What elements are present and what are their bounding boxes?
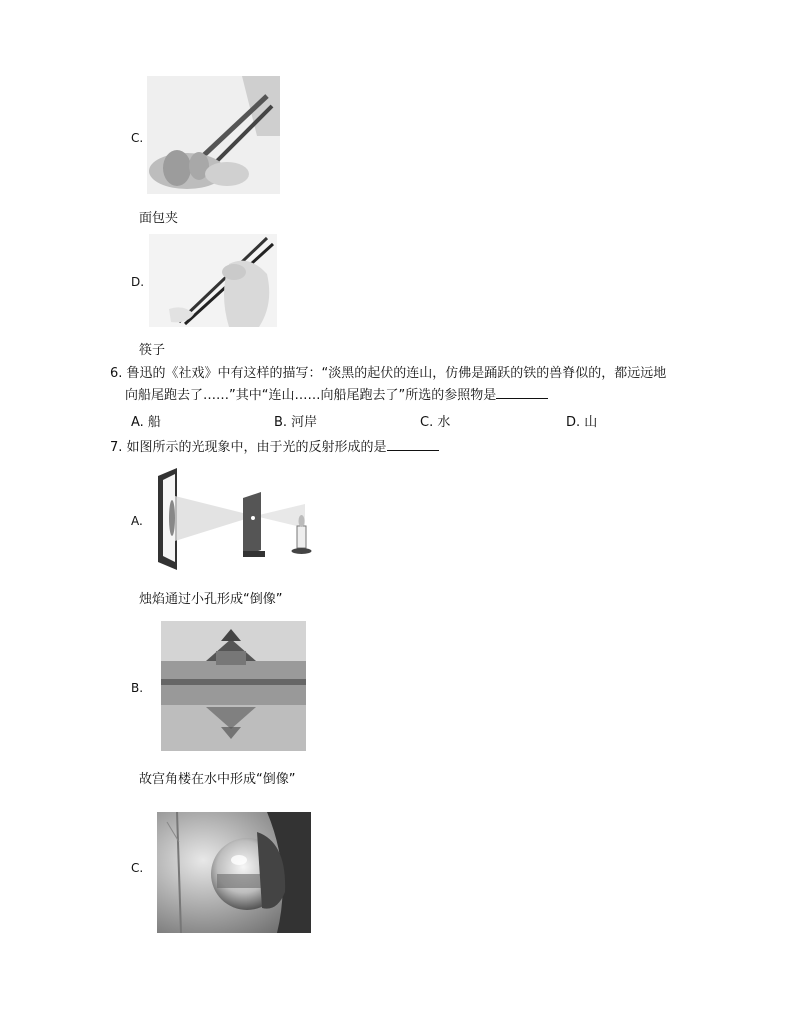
pinhole-image (155, 466, 320, 571)
option-d-label: D. (131, 275, 145, 289)
option-b-label: B. (131, 681, 144, 695)
option-c-label: C. (131, 131, 144, 145)
question-7-stem-text: 7. 如图所示的光现象中，由于光的反射形成的是 (110, 440, 387, 455)
question-6-line-2 (125, 385, 548, 407)
bread-tongs-icon (147, 76, 280, 194)
option-b-caption: 故宫角楼在水中形成“倒像” (139, 772, 296, 787)
option-d-caption: 筷子 (139, 343, 166, 358)
question-6-line-1: 6. 鲁迅的《社戏》中有这样的描写：“淡黑的起伏的连山，仿佛是踊跃的铁的兽脊似的，都远远地 (110, 366, 667, 381)
question-7-stem (110, 437, 439, 459)
crystal-ball-image (157, 812, 311, 933)
palace-image (161, 621, 306, 751)
q6-choice-c[interactable]: C. 水 (420, 415, 451, 430)
q6-choice-a[interactable]: A. 船 (131, 415, 161, 430)
q6-choice-d[interactable]: D. 山 (566, 415, 598, 430)
q6-choice-b[interactable]: B. 河岸 (274, 415, 318, 430)
answer-blank[interactable] (387, 438, 439, 451)
answer-blank[interactable] (496, 386, 548, 399)
pinhole-camera-icon (155, 466, 320, 571)
bread-tongs-image (147, 76, 280, 194)
palace-reflection-icon (161, 621, 306, 751)
option-a-caption: 烛焰通过小孔形成“倒像” (139, 592, 283, 607)
crystal-ball-icon (157, 812, 311, 933)
chopsticks-icon (149, 234, 277, 327)
option-c-label: C. (131, 861, 144, 875)
option-c-caption: 面包夹 (139, 211, 179, 226)
option-a-label: A. (131, 514, 143, 528)
question-6-line-2-text: 向船尾跑去了……”其中“连山……向船尾跑去了”所选的参照物是 (125, 388, 497, 403)
chopsticks-image (149, 234, 277, 327)
